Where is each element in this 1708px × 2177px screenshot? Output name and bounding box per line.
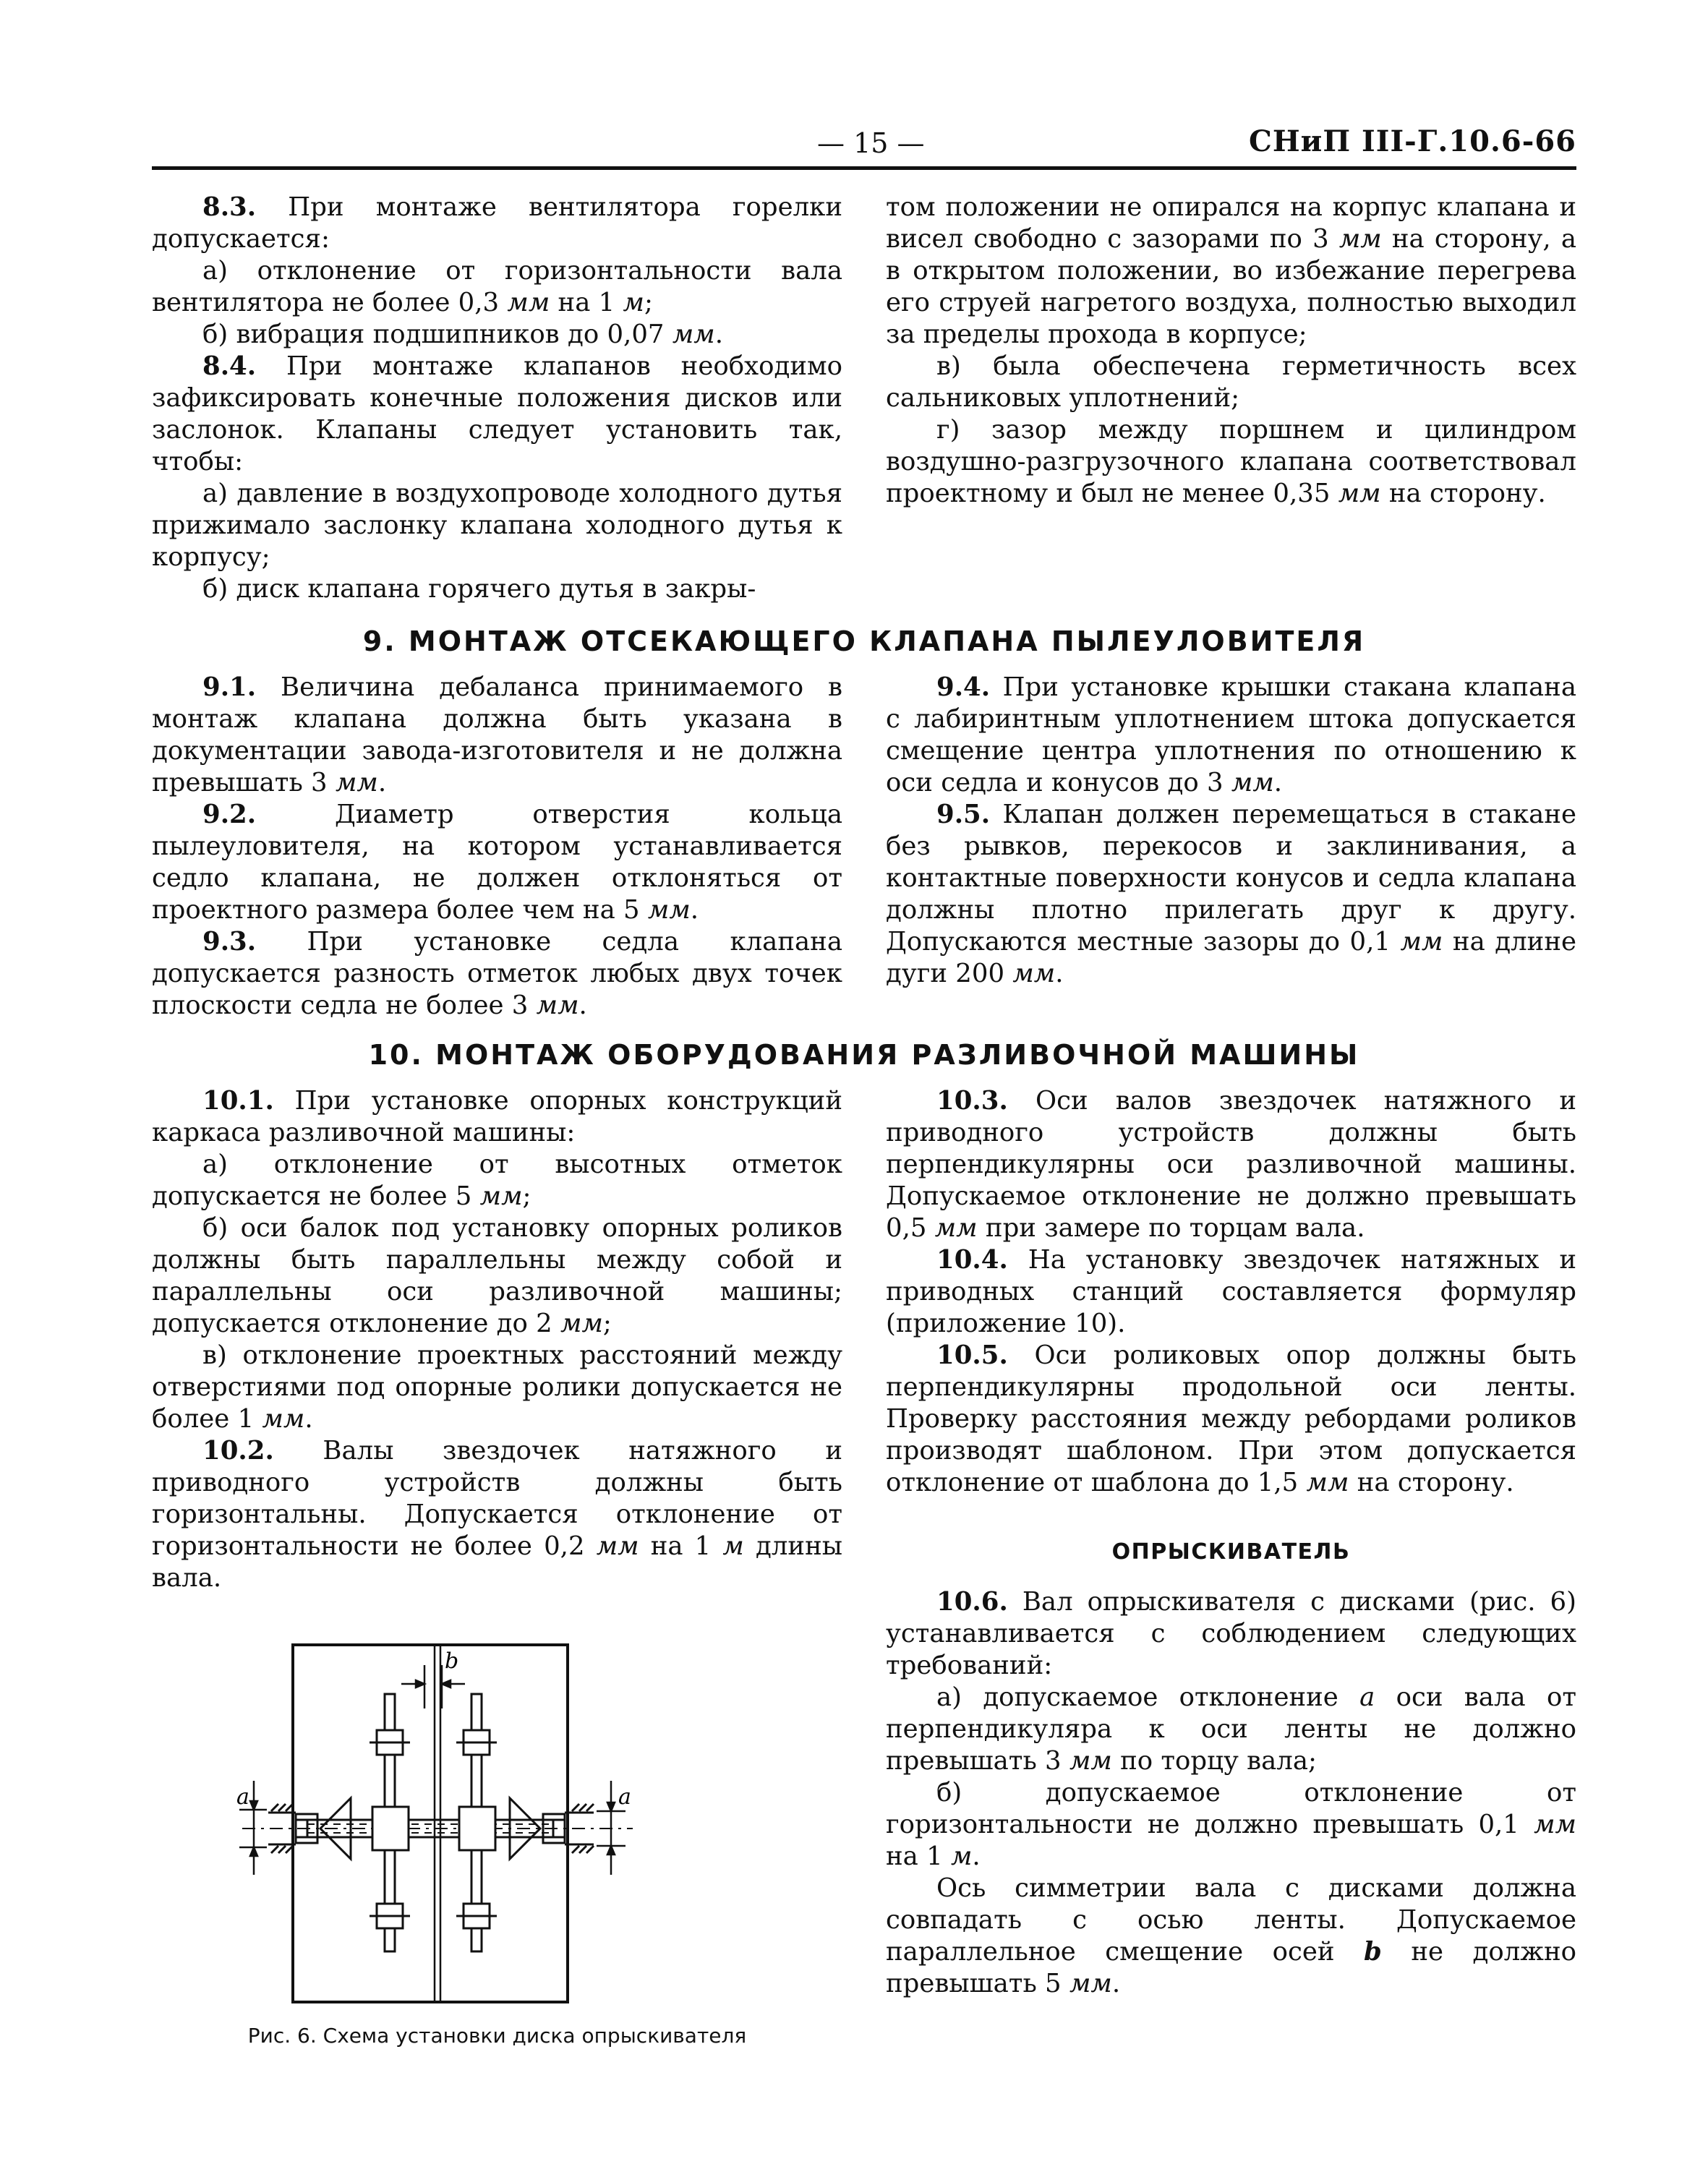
clause-10-3: 10.3. Оси валов звездочек натяжного и приводного устройств должны быть перпендикулярны оси разливочной машины. Допускаемое отклонение не должно превышать 0,5 мм при замере по торцам вала. xyxy=(886,1086,1576,1243)
section-8-left-column xyxy=(152,192,842,605)
clause-10-2: 10.2. Валы звездочек натяжного и приводного устройств должны быть горизонтальны. Допускается отклонение от горизонтальности не более 0,2 мм на 1 м длины вала. xyxy=(152,1436,842,1593)
clause-8-4-b: б) диск клапана горячего дутья в закры- xyxy=(202,574,756,604)
clause-10-4: 10.4. На установку звездочек натяжных и приводных станций составляется формуляр (приложение 10). xyxy=(886,1245,1576,1338)
section-8-columns xyxy=(152,192,1576,605)
section-9-heading: 9. МОНТАЖ ОТСЕКАЮЩЕГО КЛАПАНА ПЫЛЕУЛОВИТЕЛЯ xyxy=(362,625,1366,657)
clause-8-3-b: б) вибрация подшипников до 0,07 мм. xyxy=(202,320,723,349)
section-10-heading: 10. МОНТАЖ ОБОРУДОВАНИЯ РАЗЛИВОЧНОЙ МАШИНЫ xyxy=(368,1039,1360,1071)
clause-10-5: 10.5. Оси роликовых опор должны быть перпендикулярны продольной оси ленты. Проверку расстояния между ребордами роликов производят шаблоном. При этом допускается отклонение от шаблона до 1,5 мм на сторону. xyxy=(886,1340,1576,1497)
clause-10-1: 10.1. При установке опорных конструкций каркаса разливочной машины: xyxy=(152,1086,842,1147)
clause-8-4-a: а) давление в воздухопроводе холодного дутья прижимало заслонку клапана холодного дутья к корпусу; xyxy=(152,479,842,572)
clause-8-3: 8.3. При монтаже вентилятора горелки допускается: xyxy=(152,192,842,254)
clause-10-6-a: а) допускаемое отклонение а оси вала от перпендикуляра к оси ленты не должно превышать 3 мм по торцу вала; xyxy=(886,1682,1576,1776)
label-b: b xyxy=(445,1648,459,1674)
clause-9-3: 9.3. При установке седла клапана допускается разность отметок любых двух точек плоскости седла не более 3 мм. xyxy=(152,927,842,1020)
label-a-right: a xyxy=(618,1784,631,1810)
clause-9-5: 9.5. Клапан должен перемещаться в стакане без рывков, перекосов и заклинивания, а контактные поверхности конусов и седла клапана должны плотно прилегать друг к другу. Допускаются местные зазоры до 0,1 мм на длине дуги 200 мм. xyxy=(886,800,1577,988)
left-hub xyxy=(372,1807,409,1850)
sprayer-subheading: ОПРЫСКИВАТЕЛЬ xyxy=(1111,1539,1351,1565)
sprayer-disk-diagram xyxy=(235,1643,640,2005)
figure-6 xyxy=(152,1643,842,2048)
document-page xyxy=(152,116,1576,2048)
clause-8-3-a: а) отклонение от горизонтальности вала вентилятора не более 0,3 мм на 1 м; xyxy=(152,256,842,317)
clause-9-1: 9.1. Величина дебаланса принимаемого в монтаж клапана должна быть указана в документации завода-изготовителя и не должна превышать 3 мм. xyxy=(152,672,842,797)
document-code: СНиП III-Г.10.6-66 xyxy=(1249,124,1576,158)
right-hub xyxy=(459,1807,495,1850)
clause-10-6-b: б) допускаемое отклонение от горизонтальности не должно превышать 0,1 мм на 1 м. xyxy=(886,1778,1576,1871)
clause-9-4: 9.4. При установке крышки стакана клапана с лабиринтным уплотнением штока допускается смещение центра уплотнения по отношению к оси седла и конусов до 3 мм. xyxy=(886,672,1576,797)
clause-10-1-b: б) оси балок под установку опорных роликов должны быть параллельны между собой и параллельны оси разливочной машины; допускается отклонение до 2 мм; xyxy=(152,1213,842,1338)
section-9-columns xyxy=(152,672,1576,1022)
clause-8-4-g: г) зазор между поршнем и цилиндром воздушно-разгрузочного клапана соответствовал проектному и был не менее 0,35 мм на сторону. xyxy=(886,415,1576,508)
left-arm-lower xyxy=(385,1850,395,1951)
clause-8-4-v: в) была обеспечена герметичность всех сальниковых уплотнений; xyxy=(886,351,1576,413)
clause-8-4: 8.4. При монтаже клапанов необходимо зафиксировать конечные положения дисков или заслонок. Клапаны следует установить так, чтобы: xyxy=(152,351,842,476)
section-10-left-column xyxy=(152,1085,842,2048)
figure-6-caption: Рис. 6. Схема установки диска опрыскивателя xyxy=(247,2024,747,2048)
section-10-columns xyxy=(152,1085,1576,2048)
clause-10-1-a: а) отклонение от высотных отметок допускается не более 5 мм; xyxy=(152,1150,842,1211)
label-a-left: a xyxy=(236,1784,249,1810)
section-9-right-column xyxy=(886,672,1576,1022)
clause-10-6-symmetry: Ось симметрии вала с дисками должна совпадать с осью ленты. Допускаемое параллельное смещение осей b не должно превышать 5 мм. xyxy=(886,1873,1577,1998)
page-number: — 15 — xyxy=(817,127,925,159)
clause-8-4-b-cont: том положении не опирался на корпус клапана и висел свободно с зазорами по 3 мм на сторону, а в открытом положении, во избежание перегрева его струей нагретого воздуха, полностью выходил за пределы прохода в корпусе; xyxy=(886,192,1577,349)
section-10-right-column xyxy=(886,1085,1576,2048)
section-9-left-column xyxy=(152,672,842,1022)
clause-10-1-v: в) отклонение проектных расстояний между отверстиями под опорные ролики допускается не более 1 мм. xyxy=(152,1340,842,1434)
clause-10-6: 10.6. Вал опрыскивателя с дисками (рис. 6) устанавливается с соблюдением следующих требований: xyxy=(886,1587,1576,1680)
clause-9-2: 9.2. Диаметр отверстия кольца пылеуловителя, на котором устанавливается седло клапана, не должен отклоняться от проектного размера более чем на 5 мм. xyxy=(152,800,842,925)
page-header xyxy=(152,116,1576,170)
right-arm-lower xyxy=(471,1850,482,1951)
section-8-right-column xyxy=(886,192,1576,605)
